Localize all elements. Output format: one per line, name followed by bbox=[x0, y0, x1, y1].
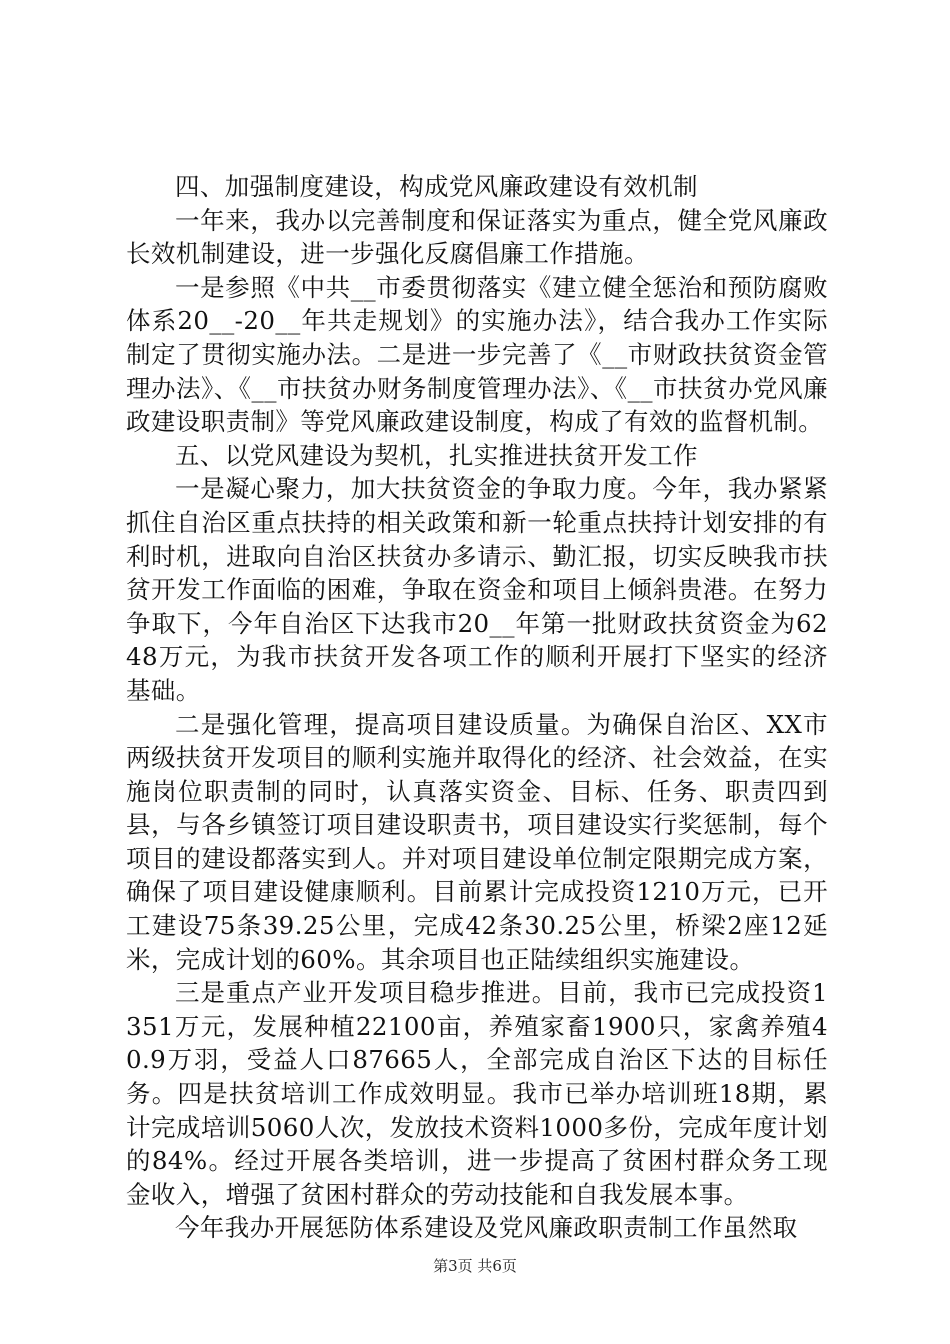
page-number-footer: 第3页 共6页 bbox=[433, 1257, 517, 1275]
document-body bbox=[126, 170, 828, 1245]
body-paragraph: 一是凝心聚力，加大扶贫资金的争取力度。今年，我办紧紧抓住自治区重点扶持的相关政策和新一轮重点扶持计划安排的有利时机，进取向自治区扶贫办多请示、勤汇报，切实反映我市扶贫开发工作面临的困难，争取在资金和项目上倾斜贵港。在努力争取下，今年自治区下达我市20__年第一批财政扶贫资金为6248万元，为我市扶贫开发各项工作的顺利开展打下坚实的经济基础。 bbox=[126, 474, 828, 705]
body-paragraph: 二是强化管理，提高项目建设质量。为确保自治区、XX市两级扶贫开发项目的顺利实施并取得化的经济、社会效益，在实施岗位职责制的同时，认真落实资金、目标、任务、职责四到县，与各乡镇签订项目建设职责书，项目建设实行奖惩制，每个项目的建设都落实到人。并对项目建设单位制定限期完成方案，确保了项目建设健康顺利。目前累计完成投资1210万元，已开工建设75条39.25公里，完成42条30.25公里，桥梁2座12延米，完成计划的60%。其余项目也正陆续组织实施建设。 bbox=[126, 709, 828, 974]
body-paragraph: 今年我办开展惩防体系建设及党风廉政职责制工作虽然取 bbox=[175, 1213, 798, 1243]
section-heading-5: 五、以党风建设为契机，扎实推进扶贫开发工作 bbox=[175, 440, 698, 470]
section-heading-4: 四、加强制度建设，构成党风廉政建设有效机制 bbox=[175, 172, 698, 201]
body-paragraph: 一是参照《中共__市委贯彻落实《建立健全惩治和预防腐败体系20__-20__年共走规划》的实施办法》，结合我办工作实际制定了贯彻实施办法。二是进一步完善了《__市财政扶贫资金管理办法》、《__市扶贫办财务制度管理办法》、《__市扶贫办党风廉政建设职责制》等党风廉政建设制度，构成了有效的监督机制。 bbox=[126, 272, 828, 437]
body-paragraph: 三是重点产业开发项目稳步推进。目前，我市已完成投资1351万元，发展种植22100亩，养殖家畜1900只，家禽养殖40.9万羽，受益人口87665人，全部完成自治区下达的目标任务。四是扶贫培训工作成效明显。我市已举办培训班18期，累计完成培训5060人次，发放技术资料1000多份，完成年度计划的84%。经过开展各类培训，进一步提高了贫困村群众务工现金收入，增强了贫困村群众的劳动技能和自我发展本事。 bbox=[126, 978, 828, 1209]
body-paragraph: 一年来，我办以完善制度和保证落实为重点，健全党风廉政长效机制建设，进一步强化反腐倡廉工作措施。 bbox=[126, 205, 828, 269]
